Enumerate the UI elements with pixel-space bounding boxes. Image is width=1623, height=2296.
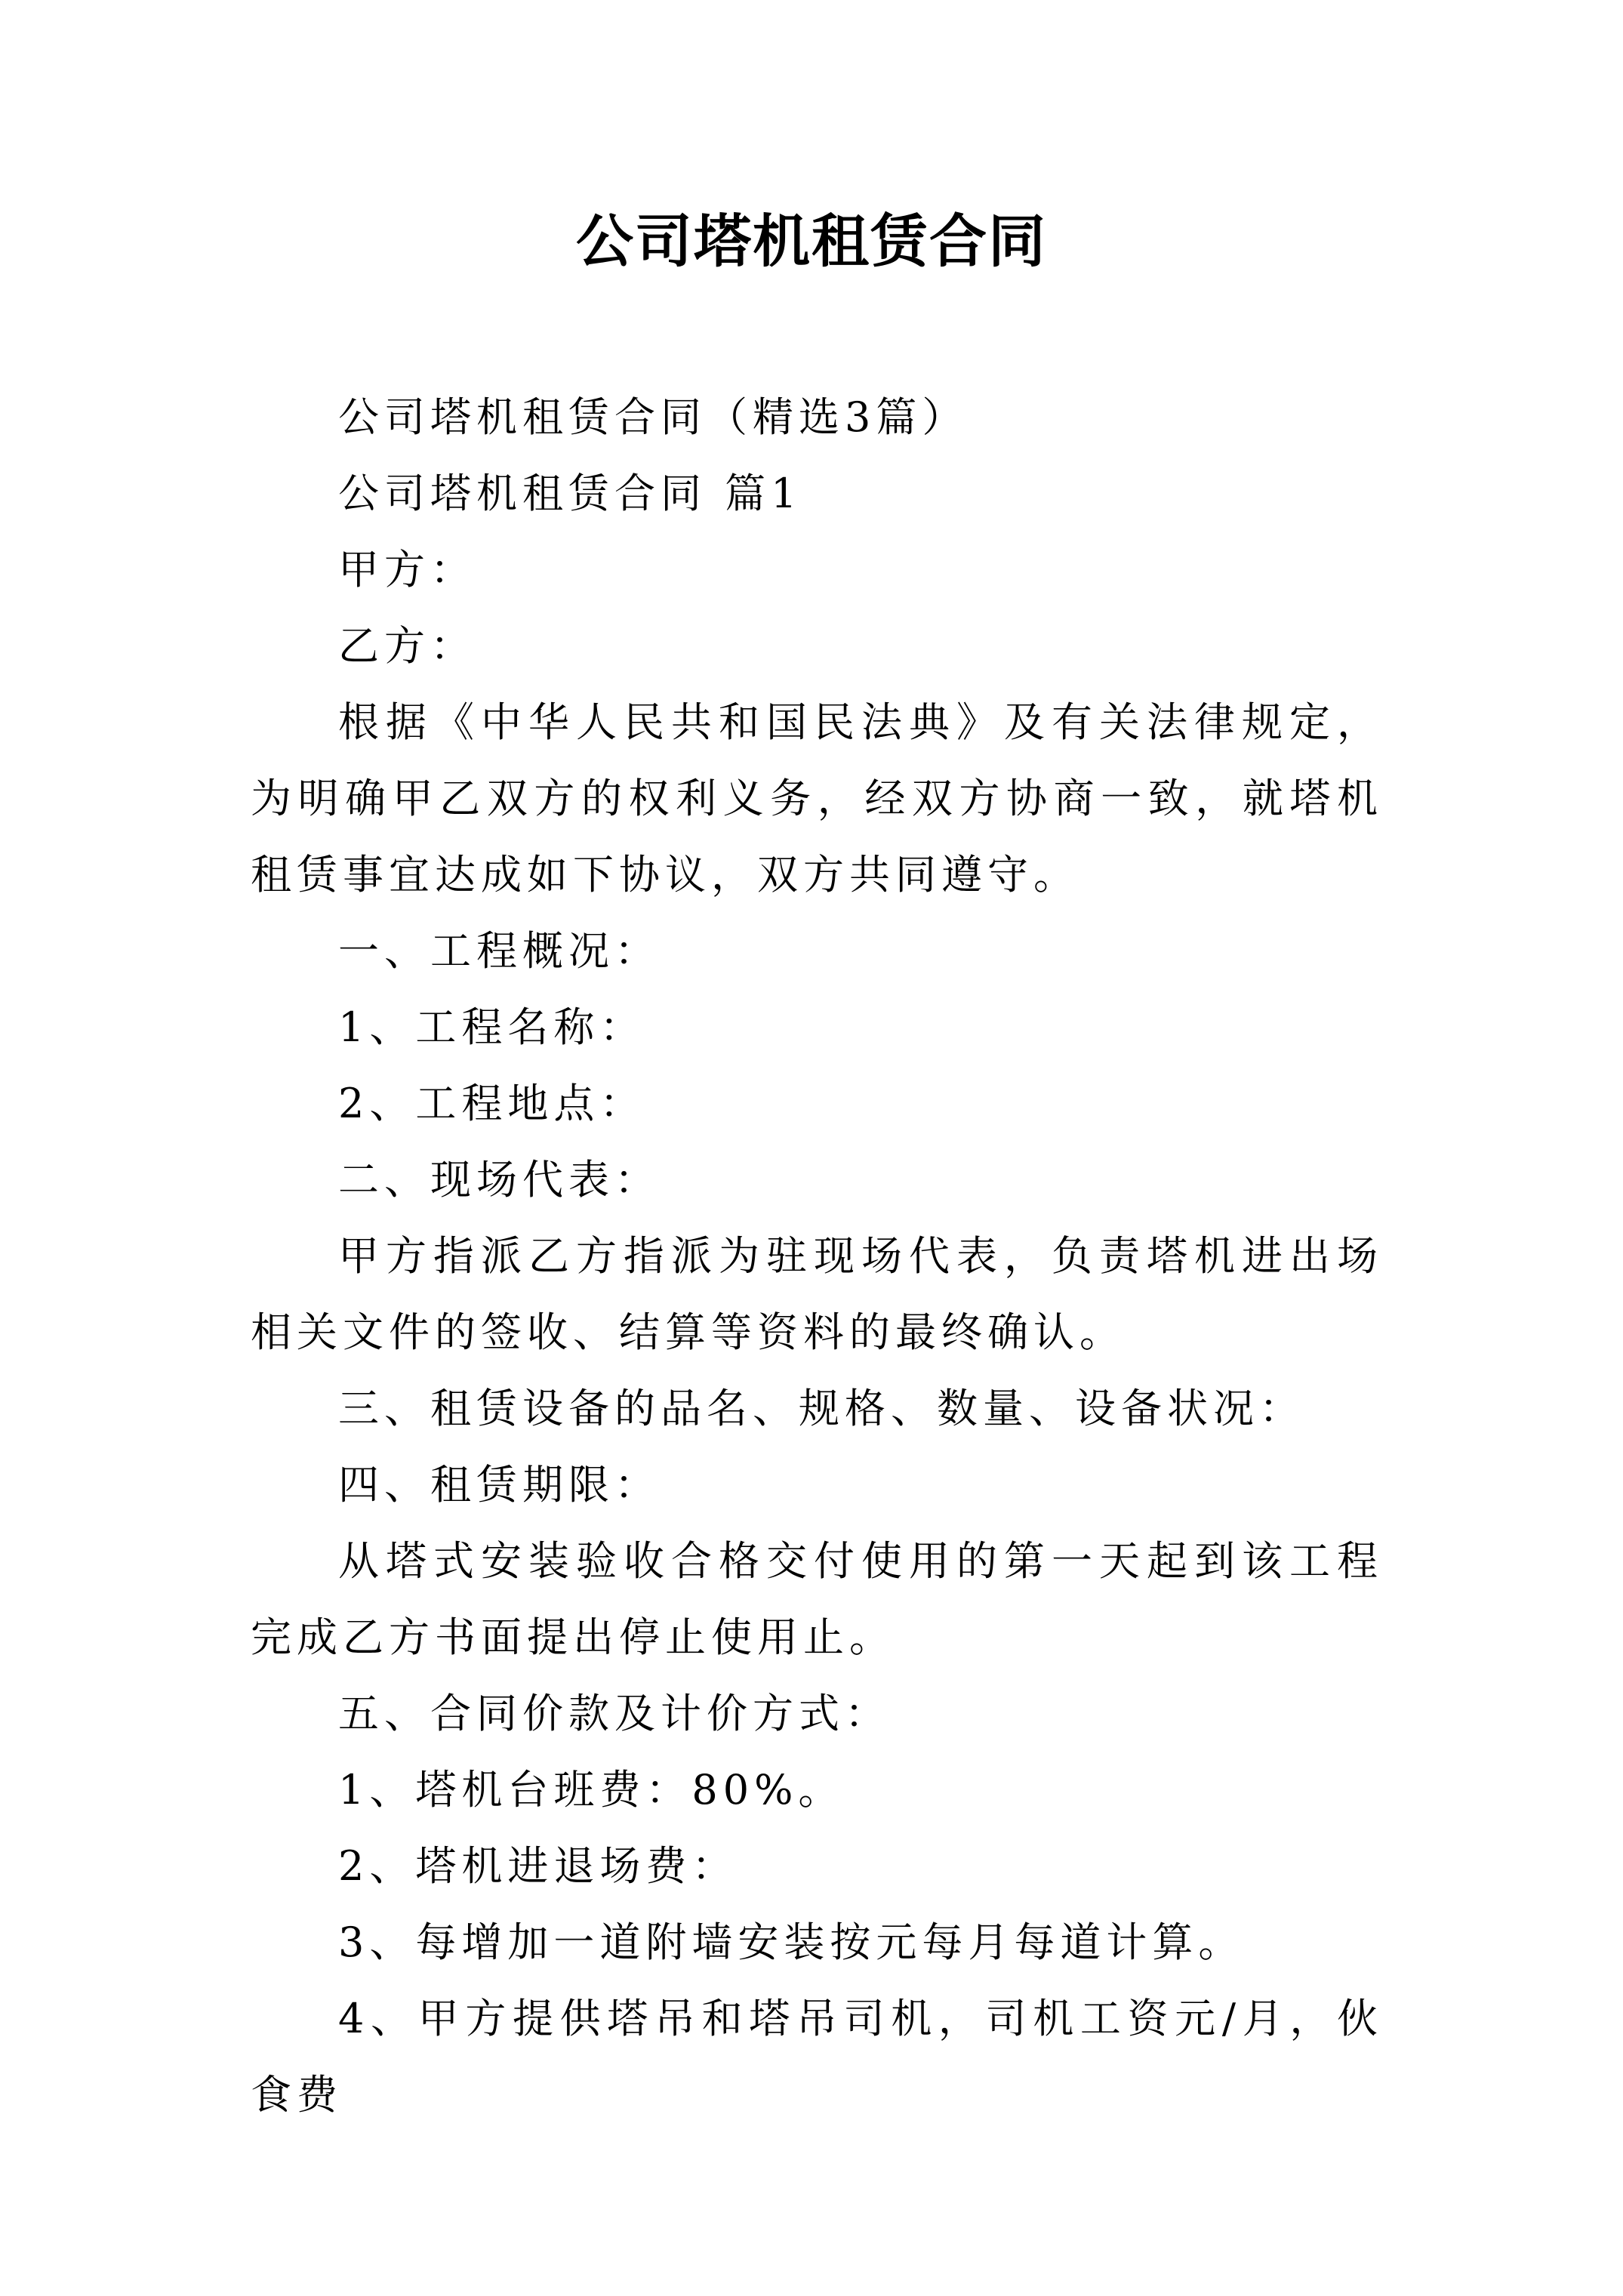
paragraph-lease-term: 从塔式安装验收合格交付使用的第一天起到该工程完成乙方书面提出停止使用止。: [251, 1537, 1383, 1661]
paragraph-clause-1-heading: 一、工程概况：: [338, 927, 661, 975]
paragraph-clause-5-heading: 五、合同价款及计价方式：: [338, 1690, 891, 1737]
paragraph-clause-2-heading: 二、现场代表：: [338, 1156, 661, 1203]
paragraph-shift-fee: 1、塔机台班费：80%。: [338, 1766, 845, 1814]
document-title: 公司塔机租赁合同: [576, 208, 1047, 275]
paragraph-driver-wages: 4、甲方提供塔吊和塔吊司机，司机工资元/月，伙食费: [251, 1995, 1383, 2119]
paragraph-subtitle: 公司塔机租赁合同（精选3篇）: [338, 393, 969, 441]
paragraph-wall-attachment-fee: 3、每增加一道附墙安装按元每月每道计算。: [338, 1918, 1245, 1966]
paragraph-clause-4-heading: 四、租赁期限：: [338, 1461, 661, 1509]
paragraph-party-a: 甲方：: [338, 546, 476, 593]
paragraph-project-location: 2、工程地点：: [338, 1080, 646, 1127]
paragraph-clause-3-heading: 三、租赁设备的品名、规格、数量、设备状况：: [338, 1385, 1305, 1432]
paragraph-project-name: 1、工程名称：: [338, 1003, 646, 1051]
paragraph-preamble: 根据《中华人民共和国民法典》及有关法律规定，为明确甲乙双方的权利义务，经双方协商一致，就塔机租赁事宜达成如下协议，双方共同遵守。: [251, 698, 1383, 898]
paragraph-site-representative: 甲方指派乙方指派为驻现场代表，负责塔机进出场相关文件的签收、结算等资料的最终确认。: [251, 1232, 1383, 1356]
paragraph-section-heading: 公司塔机租赁合同 篇1: [338, 470, 802, 517]
paragraph-entry-exit-fee: 2、塔机进退场费：: [338, 1842, 738, 1890]
document-body: [251, 379, 1383, 2133]
paragraph-party-b: 乙方：: [338, 622, 476, 670]
